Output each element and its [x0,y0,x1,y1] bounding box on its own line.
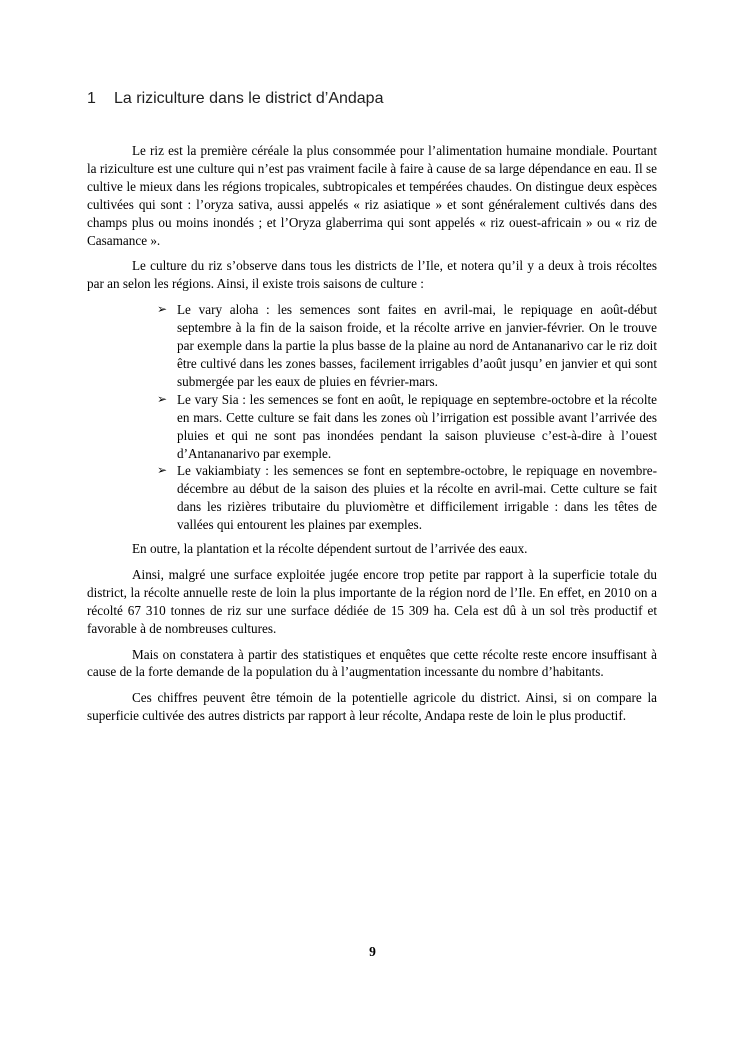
body-text [87,142,657,733]
arrow-bullet-icon: ➢ [157,391,168,406]
section-title: La riziculture dans le district d’Andapa [114,90,384,107]
paragraph-3: En outre, la plantation et la récolte dépendent surtout de l’arrivée des eaux. [132,541,528,557]
paragraph-2: Le culture du riz s’observe dans tous les districts de l’Ile, et notera qu’il y a deux à trois récoltes par an selon les régions. Ainsi, il existe trois saisons de culture : [87,258,657,292]
page-number: 9 [369,944,376,959]
list-item [157,301,657,391]
section-number: 1 [87,90,96,107]
list-item-text: Le vary Sia : les semences se font en août, le repiquage en septembre-octobre et la récolte en mars. Cette culture se fait dans les zones où l’irrigation est possible avant l’arrivée des pluies et qui ne sont pas inondées pendant la saison pluvieuse c’est-à-dire à l’ouest d’Antananarivo par exemple. [177,391,657,461]
paragraph-6: Ces chiffres peuvent être témoin de la potentielle agricole du district. Ainsi, si on compare la superficie cultivée des autres districts par rapport à leur récolte, Andapa reste de loin le plus productif. [87,690,657,724]
list-item [157,462,657,534]
culture-seasons-list [87,301,657,534]
list-item-text: Le vary aloha : les semences sont faites en avril-mai, le repiquage en août-début septembre à la fin de la saison froide, et la récolte arrive en janvier-février. On le trouve par exemple dans la partie la plus basse de la plaine au nord de Antananarivo car le riz doit être cultivé dans les zones basses, facilement irrigables d’août jusqu’ en janvier et qui sont submergée par les eaux de pluies en février-mars. [177,302,657,389]
paragraph-1: Le riz est la première céréale la plus consommée pour l’alimentation humaine mondiale. Pourtant la riziculture est une culture qui n’est pas vraiment facile à faire à cause de sa large dépendance en eau. Il se cultive le mieux dans les régions tropicales, subtropicales et tempérées chaudes. On distingue deux espèces cultivées qui sont : l’oryza sativa, aussi appelés « riz asiatique » et sont généralement cultivés dans des champs plus ou moins inondés ; et l’Oryza glaberrima qui sont appelés « riz ouest-africain » ou « riz de Casamance ». [87,143,657,248]
arrow-bullet-icon: ➢ [157,463,168,478]
paragraph-5: Mais on constatera à partir des statistiques et enquêtes que cette récolte reste encore insuffisant à cause de la forte demande de la population du à l’augmentation incessante du nombre d’habitants. [87,646,657,680]
list-item-text: Le vakiambiaty : les semences se font en septembre-octobre, le repiquage en novembre-décembre au début de la saison des pluies et la récolte en avril-mai. Cette culture se fait dans les rizières tributaire du pluviomètre et difficilement irrigable : dans les têtes de vallées qui entourent les plaines par exemples. [177,463,657,533]
list-item [157,391,657,463]
arrow-bullet-icon: ➢ [157,302,168,317]
section-heading [87,90,383,108]
paragraph-4: Ainsi, malgré une surface exploitée jugée encore trop petite par rapport à la superficie totale du district, la récolte annuelle reste de loin la plus importante de la région nord de l’Ile. En effet, en 2010 on a récolté 67 310 tonnes de riz sur une surface dédiée de 15 309 ha. Cela est dû à un sol très productif et favorable à de nombreuses cultures. [87,566,657,636]
